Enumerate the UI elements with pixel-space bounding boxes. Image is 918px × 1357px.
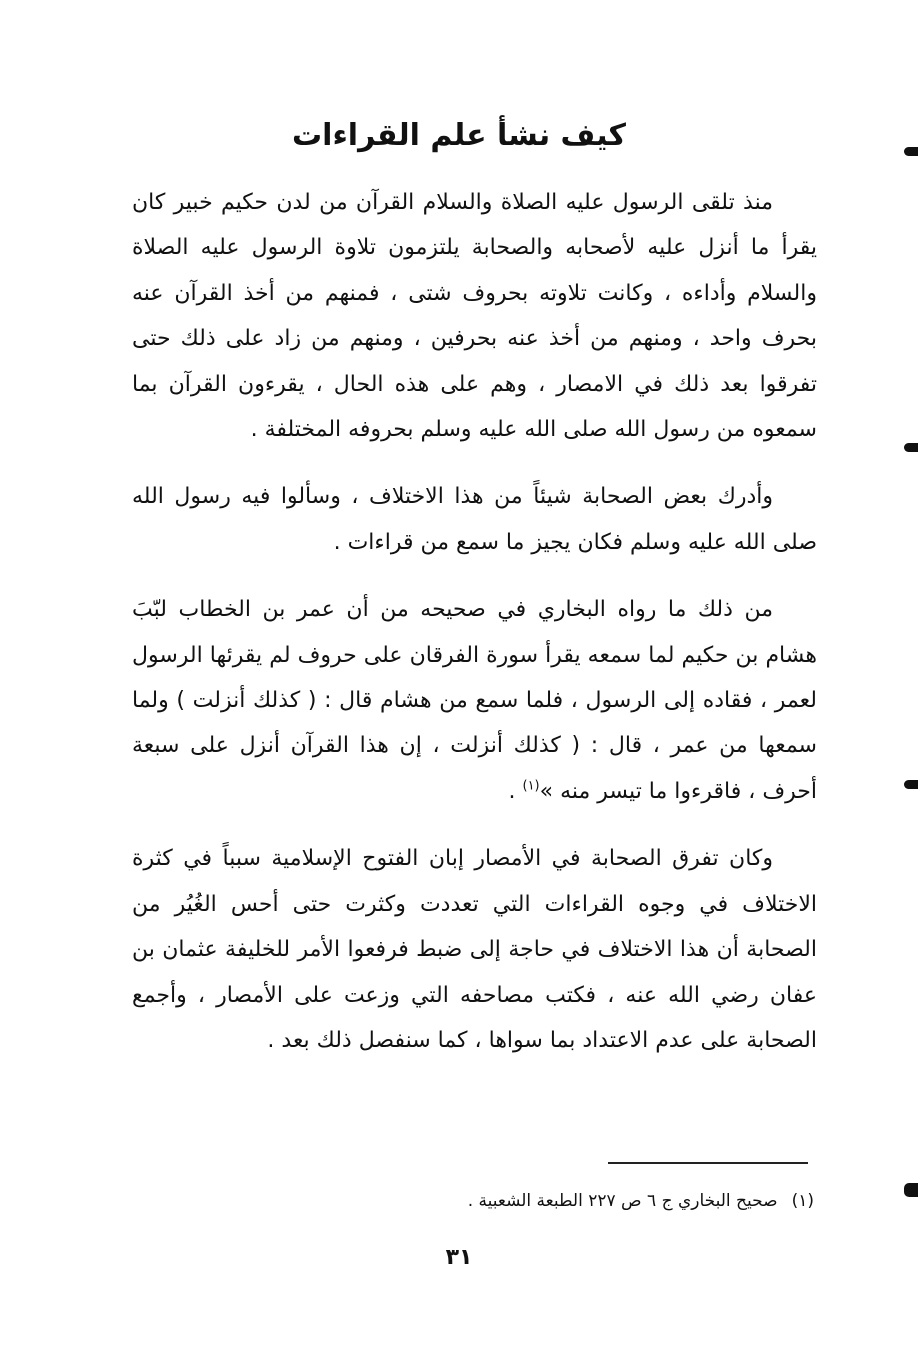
footnote-text: صحيح البخاري ج ٦ ص ٢٢٧ الطبعة الشعبية . [467,1191,778,1211]
paragraph-1: منذ تلقى الرسول عليه الصلاة والسلام القرآن من لدن حكيم خبير كان يقرأ ما أنزل عليه لأصحابه والصحابة يلتزمون تلاوة الرسول عليه الصلاة والسلام وأداءه ، وكانت تلاوته بحروف شتى ، فمنهم من أخذ القرآن عنه بحرف واحد ، ومنهم من أخذ عنه بحرفين ، ومنهم من زاد على ذلك حتى تفرقوا بعد ذلك في الامصار ، وهم على هذه الحال ، يقرءون القرآن بما سمعوه من رسول الله صلى الله عليه وسلم بحروفه المختلفة . [132,190,817,443]
paragraph-3 [132,587,817,814]
scan-edge-mark [904,147,918,156]
body-text [132,180,817,1063]
paragraph-3-text: من ذلك ما رواه البخاري في صحيحه من أن عمر بن الخطاب لبّبَ هشام بن حكيم لما سمعه يقرأ سورة الفرقان على حروف لم يقرئها الرسول لعمر ، فقاده إلى الرسول ، فلما سمع من هشام قال : ( كذلك أنزلت ) ولما سمعها من عمر ، قال : ( كذلك أنزلت ، إن هذا القرآن أنزل على سبعة أحرف ، فاقرءوا ما تيسر منه » [132,597,817,804]
footnote-reference[interactable]: (١) [522,778,540,794]
paragraph-3-end: . [508,778,523,804]
scan-edge-mark [904,1183,918,1197]
page-number: ٣١ [445,1245,473,1270]
footnote [200,1186,814,1216]
paragraph-4: وكان تفرق الصحابة في الأمصار إبان الفتوح الإسلامية سبباً في كثرة الاختلاف في وجوه القراءات التي تعددت وكثرت حتى أحس الغُيُر من الصحابة أن هذا الاختلاف في حاجة إلى ضبط فرفعوا الأمر للخليفة عثمان بن عفان رضي الله عنه ، فكتب مصاحفه التي وزعت على الأمصار ، وأجمع الصحابة على عدم الاعتداد بما سواها ، كما سنفصل ذلك بعد . [132,846,817,1053]
footnote-divider [608,1162,808,1164]
scan-edge-mark [904,780,918,789]
paragraph-2: وأدرك بعض الصحابة شيئاً من هذا الاختلاف ، وسألوا فيه رسول الله صلى الله عليه وسلم فكان يجيز ما سمع من قراءات . [132,484,817,555]
scan-edge-mark [904,443,918,452]
footnote-number: (١) [791,1191,814,1211]
page-title: كيف نشأ علم القراءات [292,118,626,153]
